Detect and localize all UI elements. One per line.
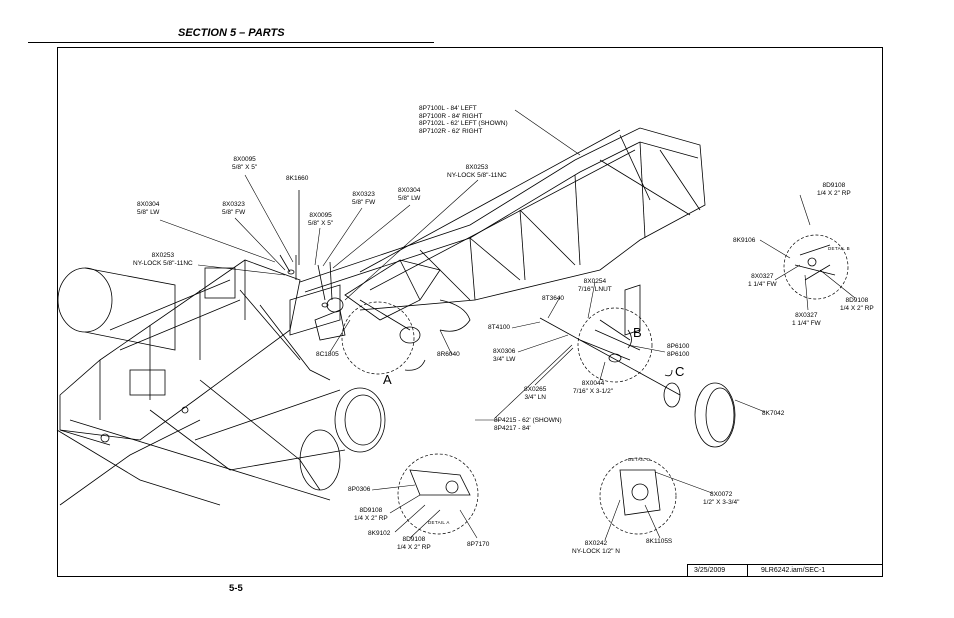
title-block-divider — [747, 565, 748, 577]
callout-8t3640: 8T3640 — [542, 295, 565, 302]
callout-8d9108-right: 8D9108 1/4 X 2" RP — [840, 297, 874, 312]
view-letter-a: A — [383, 372, 392, 387]
callout-8x0323-mid: 8X0323 5/8" FW — [352, 191, 376, 206]
callout-8x0095-mid: 8X0095 5/8" X 5" — [308, 212, 334, 227]
callout-8x0304-left: 8X0304 5/8" LW — [137, 201, 160, 216]
callout-8x0044: 8X0044 7/16" X 3-1/2" — [573, 380, 614, 395]
callout-8p4215: 8P4215 - 62' (SHOWN) 8P4217 - 84' — [494, 417, 562, 432]
callout-8x0306: 8X0306 3/4" LW — [493, 348, 516, 363]
callout-8k9102: 8K9102 — [368, 530, 391, 537]
title-block-file: 9LR6242.iam/SEC-1 — [761, 567, 826, 574]
callout-8x0072: 8X0072 1/2" X 3-3/4" — [703, 491, 740, 506]
callout-8x0323-left: 8X0323 5/8" FW — [222, 201, 246, 216]
callout-8x0242: 8X0242 NY-LOCK 1/2" N — [572, 540, 620, 555]
callout-8p7170: 8P7170 — [467, 541, 490, 548]
roller-assembly — [57, 260, 385, 505]
callout-8d9108-top-right: 8D9108 1/4 X 2" RP — [817, 182, 851, 197]
detail-a-label: DETAIL A — [428, 520, 450, 525]
callout-8x0253-left: 8X0253 NY-LOCK 5/8"-11NC — [133, 252, 193, 267]
callout-8r6040: 8R6040 — [437, 351, 460, 358]
title-block — [687, 564, 883, 577]
callout-8t4100: 8T4100 — [488, 324, 511, 331]
detail-c-label: DETAIL C — [628, 457, 651, 462]
callout-8x0254: 8X0254 7/16" LNUT — [578, 278, 612, 293]
callout-8k1105s: 8K1105S — [646, 538, 673, 545]
callout-8p0306: 8P0306 — [348, 486, 371, 493]
section-title: SECTION 5 – PARTS — [178, 27, 285, 39]
callout-8c1805: 8C1805 — [316, 351, 339, 358]
callout-8x0265: 8X0265 3/4" LN — [524, 386, 547, 401]
callout-8k9106: 8K9106 — [733, 237, 756, 244]
callout-8d9108-b: 8D9108 1/4 X 2" RP — [397, 536, 431, 551]
view-letter-b: B — [633, 325, 642, 340]
detail-b-label: DETAIL B — [828, 246, 850, 251]
callout-frame-parts: 8P7100L - 84' LEFT 8P7100R - 84' RIGHT 8P7102L - 62' LEFT (SHOWN) 8P7102R - 62' RIGHT — [419, 105, 508, 135]
callout-8k7042: 8K7042 — [762, 410, 785, 417]
callout-8x0253-top: 8X0253 NY-LOCK 5/8"-11NC — [447, 164, 507, 179]
view-letter-c: C — [675, 364, 685, 379]
main-frame-truss — [300, 128, 705, 343]
callout-8x0327-b: 8X0327 1 1/4" FW — [792, 312, 821, 327]
callout-8x0304-mid: 8X0304 5/8" LW — [398, 187, 421, 202]
callout-8k1660: 8K1660 — [286, 175, 309, 182]
title-block-date: 3/25/2009 — [694, 567, 726, 574]
callout-8x0327-a: 8X0327 1 1/4" FW — [748, 273, 777, 288]
callout-8d9108-a: 8D9108 1/4 X 2" RP — [354, 507, 388, 522]
page-number: 5-5 — [229, 583, 243, 594]
callout-8p6100: 8P6100 8P6100 — [667, 343, 690, 358]
callout-8x0095-top: 8X0095 5/8" X 5" — [232, 156, 258, 171]
